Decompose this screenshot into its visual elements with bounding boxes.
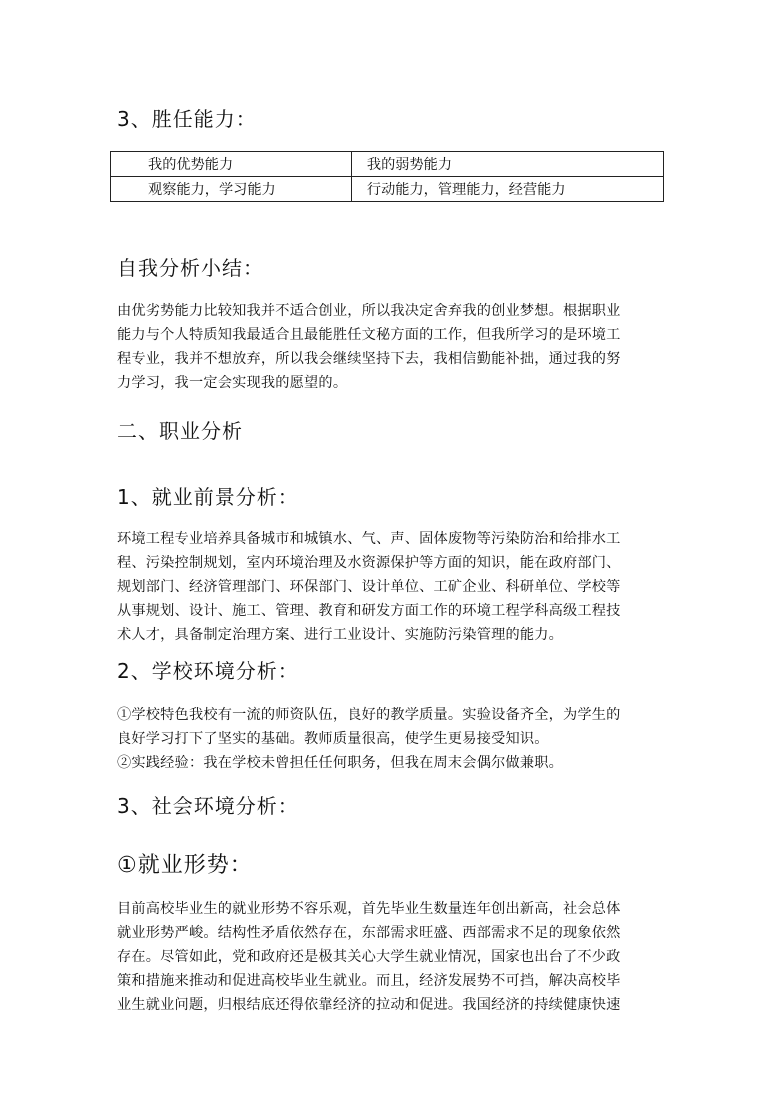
competence-heading: 3、胜任能力： [117, 107, 257, 131]
table-header-row [111, 152, 664, 177]
paragraph-line: 目前高校毕业生的就业形势不容乐观，首先毕业生数量连年创出新高，社会总体 [117, 901, 621, 917]
self-summary-heading: 自我分析小结： [117, 256, 264, 280]
self-summary-paragraph [117, 299, 663, 395]
paragraph-line: 环境工程专业培养具备城市和城镇水、气、声、固体废物等污染防治和给排水工 [117, 531, 621, 547]
paragraph-line: 从事规划、设计、施工、管理、教育和研发方面工作的环境工程学科高级工程技 [117, 603, 621, 619]
employment-outlook-paragraph [117, 527, 663, 647]
social-environment-heading: 3、社会环境分析： [117, 794, 299, 818]
paragraph-line: 力学习，我一定会实现我的愿望的。 [117, 375, 348, 391]
paragraph-line: 良好学习打下了坚实的基础。教师质量很高，使学生更易接受知识。 [117, 731, 549, 747]
paragraph-line: 规划部门、经济管理部门、环保部门、设计单位、工矿企业、科研单位、学校等 [117, 579, 621, 595]
strengths-cell: 观察能力，学习能力 [111, 177, 352, 202]
paragraph-line: ②实践经验：我在学校未曾担任任何职务，但我在周末会偶尔做兼职。 [117, 755, 564, 771]
school-environment-heading: 2、学校环境分析： [117, 659, 299, 683]
employment-situation-paragraph [117, 897, 663, 1017]
paragraph-line: 业生就业问题，归根结底还得依靠经济的拉动和促进。我国经济的持续健康快速 [117, 997, 621, 1013]
paragraph-line: 存在。尽管如此，党和政府还是极其关心大学生就业情况，国家也出台了不少政 [117, 949, 621, 965]
paragraph-line: 就业形势严峻。结构性矛盾依然存在，东部需求旺盛、西部需求不足的现象依然 [117, 925, 621, 941]
table-row [111, 177, 664, 202]
competence-table [110, 151, 664, 202]
paragraph-line: 能力与个人特质知我最适合且最能胜任文秘方面的工作，但我所学习的是环境工 [117, 327, 621, 343]
employment-outlook-heading: 1、就业前景分析： [117, 485, 299, 509]
weaknesses-header: 我的弱势能力 [351, 152, 663, 177]
school-environment-paragraph [117, 703, 663, 775]
weaknesses-cell: 行动能力，管理能力，经营能力 [351, 177, 663, 202]
paragraph-line: 策和措施来推动和促进高校毕业生就业。而且，经济发展势不可挡，解决高校毕 [117, 973, 621, 989]
paragraph-line: 由优劣势能力比较知我并不适合创业，所以我决定舍弃我的创业梦想。根据职业 [117, 303, 621, 319]
employment-situation-heading: ①就业形势： [117, 853, 253, 878]
strengths-header: 我的优势能力 [111, 152, 352, 177]
paragraph-line: ①学校特色我校有一流的师资队伍，良好的教学质量。实验设备齐全，为学生的 [117, 707, 621, 723]
career-analysis-heading: 二、职业分析 [117, 419, 243, 443]
paragraph-line: 术人才，具备制定治理方案、进行工业设计、实施防污染管理的能力。 [117, 627, 564, 643]
paragraph-line: 程专业，我并不想放弃，所以我会继续坚持下去，我相信勤能补拙，通过我的努 [117, 351, 621, 367]
paragraph-line: 程、污染控制规划，室内环境治理及水资源保护等方面的知识，能在政府部门、 [117, 555, 621, 571]
